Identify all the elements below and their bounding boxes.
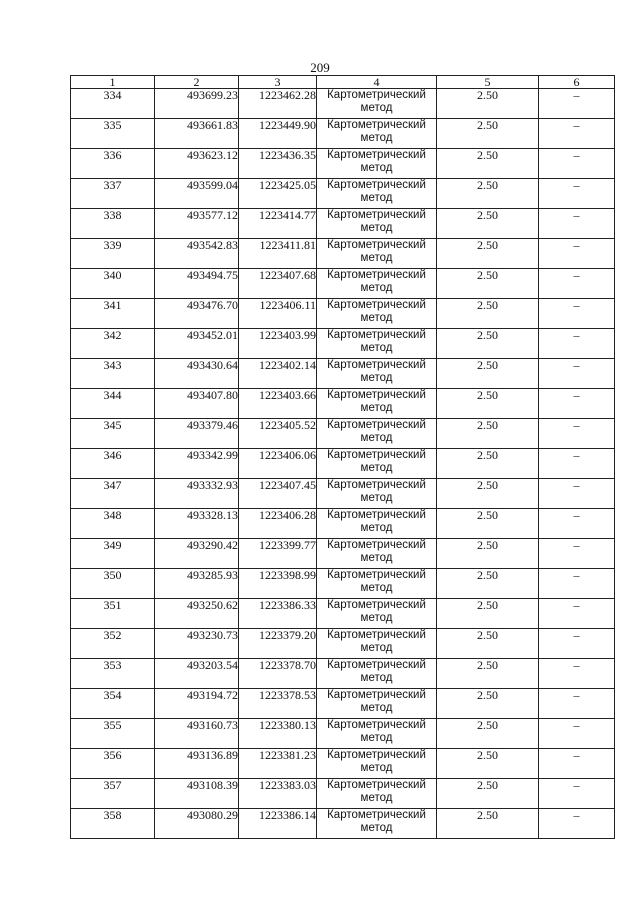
cell-precision: 2.50 bbox=[437, 449, 539, 479]
cell-y-coordinate: 1223406.28 bbox=[239, 509, 317, 539]
cell-extra: – bbox=[539, 89, 615, 119]
cell-point-number: 334 bbox=[71, 89, 155, 119]
method-line-1: Картометрический bbox=[327, 719, 426, 731]
cell-method bbox=[317, 89, 437, 119]
cell-y-coordinate: 1223381.23 bbox=[239, 749, 317, 779]
cell-point-number: 354 bbox=[71, 689, 155, 719]
cell-precision: 2.50 bbox=[437, 119, 539, 149]
method-line-2: метод bbox=[360, 552, 393, 564]
cell-method bbox=[317, 299, 437, 329]
cell-point-number: 357 bbox=[71, 779, 155, 809]
cell-point-number: 343 bbox=[71, 359, 155, 389]
method-line-2: метод bbox=[360, 732, 393, 744]
cell-y-coordinate: 1223449.90 bbox=[239, 119, 317, 149]
cell-method bbox=[317, 779, 437, 809]
cell-method bbox=[317, 629, 437, 659]
cell-method bbox=[317, 359, 437, 389]
method-line-2: метод bbox=[360, 282, 393, 294]
cell-point-number: 356 bbox=[71, 749, 155, 779]
cell-precision: 2.50 bbox=[437, 629, 539, 659]
cell-x-coordinate: 493699.23 bbox=[155, 89, 239, 119]
table-row bbox=[71, 239, 615, 269]
cell-x-coordinate: 493452.01 bbox=[155, 329, 239, 359]
table-row bbox=[71, 719, 615, 749]
table-body bbox=[71, 89, 615, 839]
cell-x-coordinate: 493080.29 bbox=[155, 809, 239, 839]
cell-precision: 2.50 bbox=[437, 419, 539, 449]
cell-point-number: 347 bbox=[71, 479, 155, 509]
cell-precision: 2.50 bbox=[437, 719, 539, 749]
cell-y-coordinate: 1223405.52 bbox=[239, 419, 317, 449]
header-row bbox=[71, 76, 615, 89]
method-line-1: Картометрический bbox=[327, 179, 426, 191]
cell-x-coordinate: 493203.54 bbox=[155, 659, 239, 689]
cell-x-coordinate: 493476.70 bbox=[155, 299, 239, 329]
cell-y-coordinate: 1223403.66 bbox=[239, 389, 317, 419]
cell-method bbox=[317, 419, 437, 449]
cell-point-number: 344 bbox=[71, 389, 155, 419]
method-line-1: Картометрический bbox=[327, 569, 426, 581]
method-line-1: Картометрический bbox=[327, 359, 426, 371]
cell-y-coordinate: 1223407.68 bbox=[239, 269, 317, 299]
cell-point-number: 349 bbox=[71, 539, 155, 569]
method-line-1: Картометрический bbox=[327, 209, 426, 221]
table-row bbox=[71, 629, 615, 659]
cell-precision: 2.50 bbox=[437, 509, 539, 539]
cell-y-coordinate: 1223386.33 bbox=[239, 599, 317, 629]
method-line-1: Картометрический bbox=[327, 269, 426, 281]
cell-point-number: 345 bbox=[71, 419, 155, 449]
cell-extra: – bbox=[539, 629, 615, 659]
table-row bbox=[71, 149, 615, 179]
cell-method bbox=[317, 569, 437, 599]
cell-method bbox=[317, 659, 437, 689]
cell-precision: 2.50 bbox=[437, 479, 539, 509]
table-row bbox=[71, 509, 615, 539]
cell-point-number: 358 bbox=[71, 809, 155, 839]
table-row bbox=[71, 809, 615, 839]
table-row bbox=[71, 419, 615, 449]
cell-y-coordinate: 1223406.11 bbox=[239, 299, 317, 329]
cell-precision: 2.50 bbox=[437, 599, 539, 629]
cell-point-number: 338 bbox=[71, 209, 155, 239]
cell-extra: – bbox=[539, 449, 615, 479]
method-line-2: метод bbox=[360, 642, 393, 654]
cell-precision: 2.50 bbox=[437, 569, 539, 599]
cell-precision: 2.50 bbox=[437, 779, 539, 809]
cell-y-coordinate: 1223462.28 bbox=[239, 89, 317, 119]
cell-method bbox=[317, 269, 437, 299]
cell-extra: – bbox=[539, 179, 615, 209]
table-row bbox=[71, 299, 615, 329]
method-line-2: метод bbox=[360, 672, 393, 684]
header-cell-5: 5 bbox=[437, 76, 539, 89]
cell-x-coordinate: 493623.12 bbox=[155, 149, 239, 179]
cell-precision: 2.50 bbox=[437, 179, 539, 209]
cell-precision: 2.50 bbox=[437, 299, 539, 329]
method-line-1: Картометрический bbox=[327, 329, 426, 341]
method-line-1: Картометрический bbox=[327, 119, 426, 131]
cell-point-number: 348 bbox=[71, 509, 155, 539]
cell-extra: – bbox=[539, 509, 615, 539]
cell-extra: – bbox=[539, 149, 615, 179]
method-line-1: Картометрический bbox=[327, 779, 426, 791]
method-line-2: метод bbox=[360, 432, 393, 444]
method-line-2: метод bbox=[360, 612, 393, 624]
method-line-2: метод bbox=[360, 582, 393, 594]
cell-x-coordinate: 493342.99 bbox=[155, 449, 239, 479]
cell-method bbox=[317, 719, 437, 749]
method-line-1: Картометрический bbox=[327, 89, 426, 101]
cell-precision: 2.50 bbox=[437, 239, 539, 269]
cell-point-number: 355 bbox=[71, 719, 155, 749]
table-row bbox=[71, 89, 615, 119]
table-row bbox=[71, 539, 615, 569]
method-line-2: метод bbox=[360, 252, 393, 264]
cell-x-coordinate: 493407.80 bbox=[155, 389, 239, 419]
cell-y-coordinate: 1223406.06 bbox=[239, 449, 317, 479]
cell-method bbox=[317, 239, 437, 269]
cell-x-coordinate: 493160.73 bbox=[155, 719, 239, 749]
method-line-2: метод bbox=[360, 762, 393, 774]
cell-precision: 2.50 bbox=[437, 689, 539, 719]
header-cell-3: 3 bbox=[239, 76, 317, 89]
method-line-1: Картометрический bbox=[327, 419, 426, 431]
table-row bbox=[71, 389, 615, 419]
table-row bbox=[71, 779, 615, 809]
cell-point-number: 335 bbox=[71, 119, 155, 149]
cell-extra: – bbox=[539, 659, 615, 689]
table-row bbox=[71, 749, 615, 779]
cell-x-coordinate: 493577.12 bbox=[155, 209, 239, 239]
method-line-2: метод bbox=[360, 492, 393, 504]
cell-precision: 2.50 bbox=[437, 359, 539, 389]
cell-precision: 2.50 bbox=[437, 809, 539, 839]
method-line-1: Картометрический bbox=[327, 659, 426, 671]
cell-extra: – bbox=[539, 329, 615, 359]
cell-point-number: 346 bbox=[71, 449, 155, 479]
cell-precision: 2.50 bbox=[437, 539, 539, 569]
cell-extra: – bbox=[539, 749, 615, 779]
cell-y-coordinate: 1223402.14 bbox=[239, 359, 317, 389]
method-line-1: Картометрический bbox=[327, 149, 426, 161]
table-row bbox=[71, 659, 615, 689]
table-row bbox=[71, 569, 615, 599]
method-line-2: метод bbox=[360, 402, 393, 414]
cell-precision: 2.50 bbox=[437, 659, 539, 689]
cell-y-coordinate: 1223378.53 bbox=[239, 689, 317, 719]
cell-extra: – bbox=[539, 299, 615, 329]
cell-method bbox=[317, 179, 437, 209]
cell-y-coordinate: 1223403.99 bbox=[239, 329, 317, 359]
cell-y-coordinate: 1223386.14 bbox=[239, 809, 317, 839]
cell-x-coordinate: 493136.89 bbox=[155, 749, 239, 779]
cell-point-number: 342 bbox=[71, 329, 155, 359]
cell-x-coordinate: 493332.93 bbox=[155, 479, 239, 509]
table-row bbox=[71, 599, 615, 629]
cell-method bbox=[317, 689, 437, 719]
cell-x-coordinate: 493430.64 bbox=[155, 359, 239, 389]
cell-x-coordinate: 493494.75 bbox=[155, 269, 239, 299]
method-line-2: метод bbox=[360, 132, 393, 144]
page-number: 209 bbox=[310, 60, 330, 75]
cell-extra: – bbox=[539, 419, 615, 449]
cell-y-coordinate: 1223379.20 bbox=[239, 629, 317, 659]
cell-precision: 2.50 bbox=[437, 389, 539, 419]
cell-y-coordinate: 1223436.35 bbox=[239, 149, 317, 179]
cell-precision: 2.50 bbox=[437, 209, 539, 239]
cell-x-coordinate: 493285.93 bbox=[155, 569, 239, 599]
method-line-2: метод bbox=[360, 522, 393, 534]
cell-method bbox=[317, 749, 437, 779]
cell-x-coordinate: 493194.72 bbox=[155, 689, 239, 719]
method-line-2: метод bbox=[360, 102, 393, 114]
cell-extra: – bbox=[539, 479, 615, 509]
cell-method bbox=[317, 389, 437, 419]
method-line-1: Картометрический bbox=[327, 539, 426, 551]
method-line-1: Картометрический bbox=[327, 809, 426, 821]
method-line-1: Картометрический bbox=[327, 449, 426, 461]
method-line-2: метод bbox=[360, 372, 393, 384]
cell-x-coordinate: 493328.13 bbox=[155, 509, 239, 539]
cell-method bbox=[317, 479, 437, 509]
cell-point-number: 351 bbox=[71, 599, 155, 629]
cell-x-coordinate: 493599.04 bbox=[155, 179, 239, 209]
cell-precision: 2.50 bbox=[437, 329, 539, 359]
method-line-1: Картометрический bbox=[327, 629, 426, 641]
table-row bbox=[71, 269, 615, 299]
method-line-2: метод bbox=[360, 792, 393, 804]
cell-point-number: 350 bbox=[71, 569, 155, 599]
table-row bbox=[71, 329, 615, 359]
table-row bbox=[71, 359, 615, 389]
table-row bbox=[71, 119, 615, 149]
cell-point-number: 336 bbox=[71, 149, 155, 179]
table-row bbox=[71, 689, 615, 719]
method-line-1: Картометрический bbox=[327, 689, 426, 701]
cell-y-coordinate: 1223399.77 bbox=[239, 539, 317, 569]
method-line-1: Картометрический bbox=[327, 599, 426, 611]
cell-extra: – bbox=[539, 779, 615, 809]
method-line-2: метод bbox=[360, 822, 393, 834]
table-row bbox=[71, 479, 615, 509]
cell-extra: – bbox=[539, 569, 615, 599]
cell-x-coordinate: 493290.42 bbox=[155, 539, 239, 569]
cell-precision: 2.50 bbox=[437, 269, 539, 299]
header-cell-2: 2 bbox=[155, 76, 239, 89]
cell-method bbox=[317, 119, 437, 149]
cell-extra: – bbox=[539, 689, 615, 719]
method-line-1: Картометрический bbox=[327, 509, 426, 521]
header-cell-6: 6 bbox=[539, 76, 615, 89]
cell-extra: – bbox=[539, 239, 615, 269]
cell-x-coordinate: 493108.39 bbox=[155, 779, 239, 809]
method-line-1: Картометрический bbox=[327, 299, 426, 311]
cell-method bbox=[317, 539, 437, 569]
table-row bbox=[71, 179, 615, 209]
cell-y-coordinate: 1223414.77 bbox=[239, 209, 317, 239]
cell-y-coordinate: 1223380.13 bbox=[239, 719, 317, 749]
table-row bbox=[71, 209, 615, 239]
table-row bbox=[71, 449, 615, 479]
cell-point-number: 339 bbox=[71, 239, 155, 269]
header-cell-1: 1 bbox=[71, 76, 155, 89]
method-line-2: метод bbox=[360, 162, 393, 174]
cell-x-coordinate: 493379.46 bbox=[155, 419, 239, 449]
cell-x-coordinate: 493230.73 bbox=[155, 629, 239, 659]
method-line-2: метод bbox=[360, 462, 393, 474]
cell-precision: 2.50 bbox=[437, 89, 539, 119]
cell-extra: – bbox=[539, 119, 615, 149]
method-line-2: метод bbox=[360, 702, 393, 714]
cell-x-coordinate: 493661.83 bbox=[155, 119, 239, 149]
cell-extra: – bbox=[539, 209, 615, 239]
cell-method bbox=[317, 329, 437, 359]
table-header bbox=[71, 76, 615, 89]
cell-extra: – bbox=[539, 539, 615, 569]
method-line-2: метод bbox=[360, 192, 393, 204]
cell-extra: – bbox=[539, 269, 615, 299]
cell-extra: – bbox=[539, 719, 615, 749]
cell-method bbox=[317, 509, 437, 539]
cell-extra: – bbox=[539, 599, 615, 629]
cell-point-number: 337 bbox=[71, 179, 155, 209]
cell-point-number: 340 bbox=[71, 269, 155, 299]
header-cell-4: 4 bbox=[317, 76, 437, 89]
cell-y-coordinate: 1223425.05 bbox=[239, 179, 317, 209]
cell-method bbox=[317, 599, 437, 629]
cell-extra: – bbox=[539, 389, 615, 419]
cell-y-coordinate: 1223378.70 bbox=[239, 659, 317, 689]
cell-point-number: 341 bbox=[71, 299, 155, 329]
cell-y-coordinate: 1223411.81 bbox=[239, 239, 317, 269]
coordinates-table bbox=[70, 75, 615, 839]
method-line-2: метод bbox=[360, 312, 393, 324]
cell-method bbox=[317, 809, 437, 839]
cell-point-number: 352 bbox=[71, 629, 155, 659]
method-line-2: метод bbox=[360, 342, 393, 354]
cell-extra: – bbox=[539, 809, 615, 839]
method-line-1: Картометрический bbox=[327, 389, 426, 401]
cell-extra: – bbox=[539, 359, 615, 389]
method-line-1: Картометрический bbox=[327, 749, 426, 761]
cell-method bbox=[317, 449, 437, 479]
cell-precision: 2.50 bbox=[437, 149, 539, 179]
cell-y-coordinate: 1223383.03 bbox=[239, 779, 317, 809]
cell-precision: 2.50 bbox=[437, 749, 539, 779]
cell-method bbox=[317, 209, 437, 239]
method-line-1: Картометрический bbox=[327, 479, 426, 491]
cell-x-coordinate: 493542.83 bbox=[155, 239, 239, 269]
cell-point-number: 353 bbox=[71, 659, 155, 689]
method-line-2: метод bbox=[360, 222, 393, 234]
cell-y-coordinate: 1223407.45 bbox=[239, 479, 317, 509]
cell-method bbox=[317, 149, 437, 179]
cell-x-coordinate: 493250.62 bbox=[155, 599, 239, 629]
cell-y-coordinate: 1223398.99 bbox=[239, 569, 317, 599]
method-line-1: Картометрический bbox=[327, 239, 426, 251]
